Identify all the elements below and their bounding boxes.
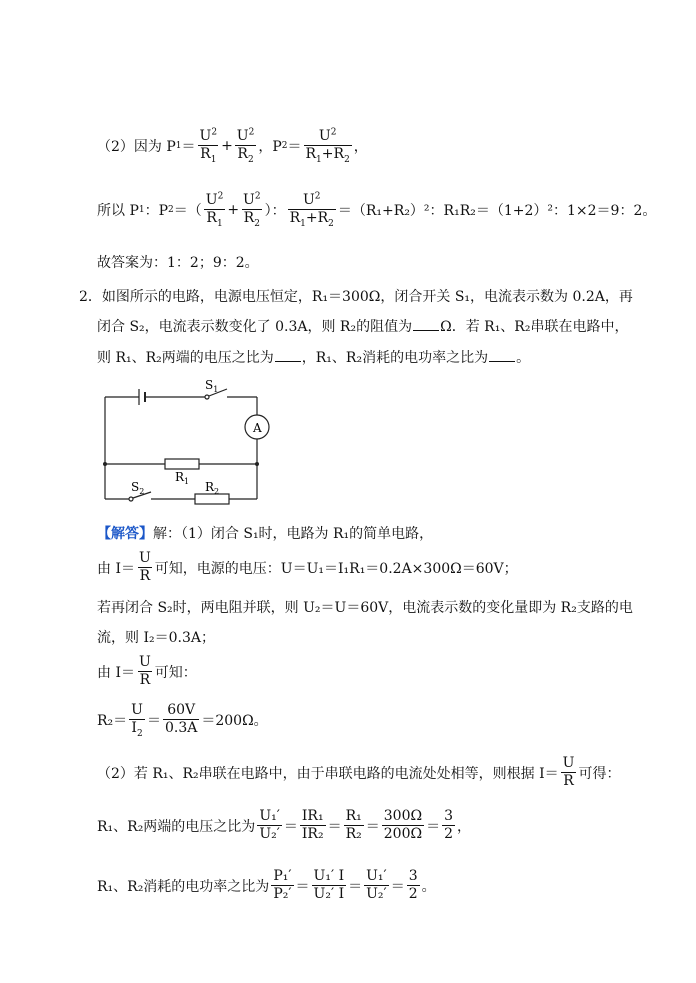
text: ：P bbox=[144, 202, 169, 219]
answer-blank bbox=[275, 347, 301, 362]
text: ，P bbox=[258, 138, 282, 155]
t: R bbox=[237, 146, 248, 162]
t: 3 bbox=[408, 868, 418, 884]
t: ＝200Ω。 bbox=[201, 712, 268, 729]
t: R bbox=[317, 210, 329, 226]
answer-blank bbox=[413, 316, 439, 331]
fraction bbox=[129, 702, 145, 737]
t: 200Ω bbox=[383, 826, 423, 842]
question-line-3 bbox=[97, 347, 530, 367]
t: 1 bbox=[213, 385, 219, 394]
fraction bbox=[241, 192, 263, 227]
solution-line-3: 若再闭合 S₂时，两电阻并联，则 U₂＝U＝60V，电流表示数的变化量即为 R₂支路的电 bbox=[97, 600, 633, 616]
t: I bbox=[131, 720, 137, 736]
fraction bbox=[300, 808, 326, 843]
fraction bbox=[344, 808, 364, 843]
fraction bbox=[288, 192, 336, 227]
fraction bbox=[407, 868, 420, 903]
junction-dot bbox=[255, 462, 259, 466]
circuit-diagram bbox=[95, 375, 285, 505]
t: 可知： bbox=[154, 664, 197, 681]
t: U bbox=[302, 192, 315, 208]
t: （2）若 R₁、R₂串联在电路中，由于串联电路的电流处处相等，则根据 I＝ bbox=[97, 765, 559, 782]
t: R bbox=[289, 210, 301, 226]
t: 1 bbox=[316, 154, 322, 165]
t: 2 bbox=[248, 127, 255, 138]
fraction bbox=[163, 702, 199, 737]
t: ＝ bbox=[365, 818, 380, 835]
t: 2 bbox=[217, 191, 224, 202]
t: Ω．若 R₁、R₂串联在电路中， bbox=[440, 319, 629, 335]
answer-line: 故答案为：1：2；9：2。 bbox=[97, 255, 259, 271]
question-line-1: 2．如图所示的电路，电源电压恒定，R₁＝300Ω，闭合开关 S₁，电流表示数为 0.2A，再 bbox=[79, 289, 633, 305]
t: 2 bbox=[408, 886, 418, 902]
text: ＝（R₁+R₂）²：R₁R₂＝（1+2）²：1×2＝9：2。 bbox=[337, 202, 657, 219]
question-line-2 bbox=[97, 316, 628, 336]
t: 可知，电源的电压：U＝U₁＝I₁R₁＝0.2A×300Ω＝60V； bbox=[154, 560, 518, 577]
solution-line-4: 流，则 I₂＝0.3A； bbox=[97, 630, 215, 646]
t: U bbox=[243, 192, 255, 208]
fraction bbox=[364, 868, 389, 903]
solution-line-6 bbox=[97, 702, 268, 737]
t: 300Ω bbox=[383, 808, 423, 824]
t: 2 bbox=[136, 728, 143, 739]
t: R bbox=[333, 146, 345, 162]
fraction bbox=[271, 868, 293, 903]
t: 由 I＝ bbox=[97, 664, 135, 681]
ammeter-label: A bbox=[253, 421, 262, 435]
t: P₂′ bbox=[273, 886, 292, 902]
t: 2 bbox=[254, 218, 260, 229]
text: （2）因为 P bbox=[97, 138, 176, 155]
fraction bbox=[257, 808, 282, 843]
t: U bbox=[138, 654, 151, 670]
t: 2 bbox=[214, 487, 220, 496]
t: 。 bbox=[421, 878, 436, 895]
t: 则 R₁、R₂两端的电压之比为 bbox=[97, 350, 274, 366]
solution-part2-line-1 bbox=[97, 755, 620, 790]
t: 1 bbox=[184, 477, 190, 486]
t: U₁′ I bbox=[313, 868, 345, 884]
t: U₂′ bbox=[259, 826, 280, 842]
t: 3 bbox=[444, 808, 454, 824]
eq: ＝ bbox=[181, 138, 196, 155]
switch-s2-contact bbox=[129, 497, 133, 501]
fraction bbox=[382, 808, 424, 843]
fraction bbox=[204, 192, 226, 227]
t: R bbox=[139, 672, 151, 688]
text: 所以 P bbox=[97, 202, 139, 219]
t: 0.3A bbox=[164, 720, 198, 736]
fraction bbox=[137, 550, 153, 585]
voltage-ratio-line bbox=[97, 808, 471, 843]
t: 。 bbox=[516, 350, 531, 366]
solution-tag: 【解答】 bbox=[97, 526, 153, 542]
t: ＝ bbox=[390, 878, 405, 895]
t: ＝ bbox=[283, 818, 298, 835]
t: R bbox=[243, 210, 255, 226]
s1-label bbox=[205, 378, 218, 394]
t: 2 bbox=[139, 487, 145, 496]
part2-intro-line: （2）因为 P 1 ＝ $\frac{U^2}{R_1}$ + $\frac{U^2}{R_2}$ ，P 2 ＝ $\frac{U^2}{R_1+R_2}$ ， bbox=[97, 127, 368, 165]
t: ，R₁、R₂消耗的电功率之比为 bbox=[301, 350, 489, 366]
r2-label bbox=[205, 480, 219, 496]
fraction bbox=[304, 128, 352, 163]
t: R₂ bbox=[345, 826, 362, 842]
t: 闭合 S₂，电流表示数变化了 0.3A，则 R₂的阻值为 bbox=[97, 319, 413, 335]
t: ， bbox=[457, 818, 472, 835]
t: R bbox=[175, 470, 185, 484]
t: ＝ bbox=[146, 712, 161, 729]
fraction bbox=[198, 128, 220, 163]
t: 解：（1）闭合 S₁时，电路为 R₁的简单电路， bbox=[153, 526, 434, 542]
t: R bbox=[206, 210, 217, 226]
fraction bbox=[312, 868, 347, 903]
t: 2 bbox=[247, 154, 254, 165]
t: R bbox=[563, 773, 574, 789]
solution-line-1 bbox=[97, 523, 433, 543]
ratio-line: 所以 P 1 ：P 2 ＝（ $\frac{U^2}{R_1}$ + $\frac{U^2}{R_2}$ ）： $\frac{U^2}{R_1+R_2}$ ＝（R₁+R₂）²：R₁R₂＝（1+2）²：1×2＝9：2。 bbox=[97, 191, 657, 229]
resistor-r2 bbox=[195, 494, 229, 504]
t: IR₂ bbox=[301, 826, 324, 842]
t: S bbox=[131, 480, 140, 494]
t: U₁′ bbox=[366, 868, 387, 884]
t: + bbox=[305, 210, 318, 226]
answer-blank bbox=[489, 347, 515, 362]
t: 2 bbox=[314, 191, 321, 202]
t: R bbox=[305, 146, 317, 162]
t: 2 bbox=[211, 127, 218, 138]
t: 1 bbox=[210, 154, 217, 165]
t: U bbox=[138, 550, 151, 566]
switch-s1-contact bbox=[205, 395, 209, 399]
t: P₁′ bbox=[273, 868, 292, 884]
t: R₁、R₂消耗的电功率之比为 bbox=[97, 878, 270, 895]
t: ＝ bbox=[295, 878, 310, 895]
t: R bbox=[200, 146, 211, 162]
text: ， bbox=[353, 138, 368, 155]
fraction bbox=[442, 808, 455, 843]
t: ＝ bbox=[426, 818, 441, 835]
t: ＝ bbox=[348, 878, 363, 895]
t: U bbox=[205, 192, 218, 208]
t: 2 bbox=[444, 826, 454, 842]
junction-dot bbox=[103, 462, 107, 466]
t: U₂′ I bbox=[313, 886, 345, 902]
t: R bbox=[139, 568, 151, 584]
t: U bbox=[562, 755, 575, 771]
text: ＝（ bbox=[173, 202, 202, 219]
t: U bbox=[131, 702, 143, 718]
solution-line-2 bbox=[97, 550, 518, 585]
eq: ＝ bbox=[287, 138, 302, 155]
plus: + bbox=[227, 201, 240, 218]
t: + bbox=[321, 146, 334, 162]
r1-label bbox=[175, 470, 189, 486]
t: 2 bbox=[254, 191, 261, 202]
t: 2 bbox=[344, 154, 350, 165]
text: ）： bbox=[264, 202, 286, 219]
solution-line-5 bbox=[97, 654, 197, 689]
t: U₁′ bbox=[259, 808, 280, 824]
t: S bbox=[205, 378, 214, 392]
t: 1 bbox=[300, 218, 306, 229]
t: 60V bbox=[167, 702, 196, 718]
t: IR₁ bbox=[301, 808, 324, 824]
fraction bbox=[235, 128, 257, 163]
t: U bbox=[318, 128, 331, 144]
fraction bbox=[137, 654, 153, 689]
plus: + bbox=[221, 137, 233, 154]
s2-label bbox=[131, 480, 144, 496]
t: U bbox=[236, 128, 249, 144]
power-ratio-line bbox=[97, 868, 436, 903]
t: 可得： bbox=[578, 765, 621, 782]
t: 1 bbox=[216, 218, 223, 229]
t: R₁ bbox=[345, 808, 362, 824]
t: 由 I＝ bbox=[97, 560, 135, 577]
t: R₂＝ bbox=[97, 712, 128, 729]
t: 2 bbox=[330, 127, 337, 138]
t: U bbox=[199, 128, 212, 144]
t: ＝ bbox=[327, 818, 342, 835]
t: 2 bbox=[328, 218, 334, 229]
t: R bbox=[205, 480, 215, 494]
fraction bbox=[561, 755, 577, 790]
t: R₁、R₂两端的电压之比为 bbox=[97, 818, 256, 835]
t: U₂′ bbox=[366, 886, 387, 902]
resistor-r1 bbox=[165, 459, 199, 469]
